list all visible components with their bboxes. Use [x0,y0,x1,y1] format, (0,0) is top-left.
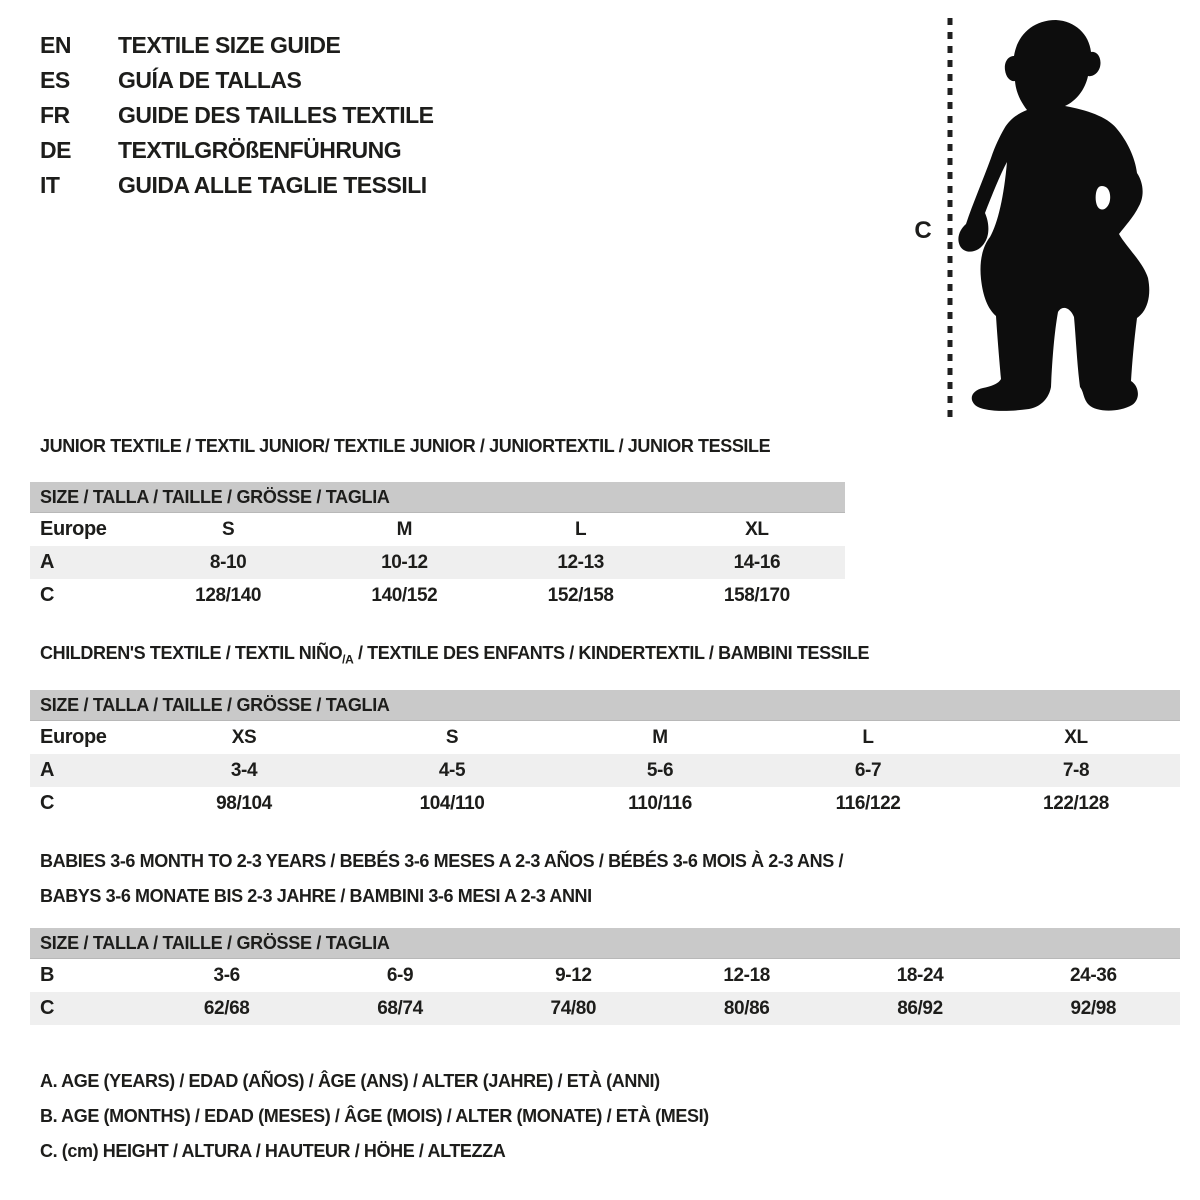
guide-title-it: GUIDA ALLE TAGLIE TESSILI [118,172,427,198]
table-cell: 3-4 [230,759,258,781]
table-row-europe [30,721,1180,754]
table-cell: L [575,518,587,540]
table-cell: 9-12 [555,964,592,986]
row-label: Europe [40,518,107,540]
row-label: Europe [40,726,107,748]
row-label: C [40,997,55,1019]
children-heading-sub: /A [342,652,354,667]
table-cell: 74/80 [550,997,597,1019]
language-row-fr [40,98,434,133]
table-cell: XL [1064,726,1088,748]
table-cell: S [221,518,235,540]
table-row-europe [30,513,845,546]
row-label: C [40,792,55,814]
language-code: DE [40,137,71,163]
measure-label-c: C [914,217,932,244]
language-code: IT [40,172,60,198]
table-cell: 62/68 [203,997,250,1019]
legend-height-cm: C. (cm) HEIGHT / ALTURA / HAUTEUR / HÖHE / ALTEZZA [40,1141,506,1161]
table-cell: 86/92 [897,997,943,1019]
table-cell: 92/98 [1070,997,1117,1019]
table-cell: 116/122 [835,792,901,814]
table-cell: S [445,726,459,748]
legend-age-years: A. AGE (YEARS) / EDAD (AÑOS) / ÂGE (ANS) / ALTER (JAHRE) / ETÀ (ANNI) [40,1071,660,1091]
table-row-age [30,754,1180,787]
size-header-bar: SIZE / TALLA / TAILLE / GRÖSSE / TAGLIA [30,928,1180,959]
table-cell: XL [745,518,769,540]
table-cell: 140/152 [371,584,438,606]
table-cell: 80/86 [723,997,770,1019]
table-cell: 10-12 [381,551,428,573]
table-cell: 12-13 [557,551,604,573]
table-cell: 4-5 [438,759,466,781]
table-cell: 6-9 [386,964,414,986]
table-cell: 12-18 [723,964,770,986]
table-cell: 18-24 [896,964,944,986]
table-row-height [30,579,845,612]
guide-title-fr: GUIDE DES TAILLES TEXTILE [118,102,434,128]
table-cell: XS [231,726,257,748]
table-cell: 14-16 [733,551,781,573]
table-cell: L [862,726,874,748]
language-title-list [40,28,434,203]
guide-title-es: GUÍA DE TALLAS [118,67,302,93]
children-size-table [30,690,1180,820]
row-label: A [40,551,55,573]
babies-section-heading-line1: BABIES 3-6 MONTH TO 2-3 YEARS / BEBÉS 3-6 MESES A 2-3 AÑOS / BÉBÉS 3-6 MOIS À 2-3 ANS / [40,851,844,871]
height-measure-figure [905,10,1155,422]
guide-title-de: TEXTILGRÖßENFÜHRUNG [118,137,402,163]
children-heading-prefix: CHILDREN'S TEXTILE / TEXTIL NIÑO [40,643,343,663]
table-cell: 104/110 [419,792,485,814]
table-cell: 6-7 [854,759,882,781]
language-row-de [40,133,434,168]
language-row-en [40,28,434,63]
table-cell: M [396,518,413,540]
table-cell: 8-10 [209,551,247,573]
babies-size-table [30,928,1180,1025]
language-code: ES [40,67,70,93]
table-cell: M [652,726,668,748]
language-row-es [40,63,434,98]
table-row-months [30,959,1180,992]
toddler-silhouette-icon [958,20,1149,411]
babies-section-heading-line2: BABYS 3-6 MONATE BIS 2-3 JAHRE / BAMBINI 3-6 MESI A 2-3 ANNI [40,886,592,906]
table-cell: 152/158 [547,584,614,606]
table-row-height [30,787,1180,820]
table-cell: 5-6 [646,759,674,781]
table-cell: 158/170 [723,584,790,606]
table-row-height [30,992,1180,1025]
language-row-it [40,168,434,203]
toddler-silhouette-graphic [905,10,1155,422]
table-cell: 68/74 [377,997,423,1019]
table-row-age [30,546,845,579]
language-code: EN [40,32,71,58]
junior-size-table [30,482,845,612]
table-cell: 122/128 [1043,792,1109,814]
table-cell: 110/116 [628,792,692,814]
row-label: C [40,584,55,606]
row-label: A [40,759,55,781]
table-cell: 128/140 [195,584,262,606]
size-header-bar: SIZE / TALLA / TAILLE / GRÖSSE / TAGLIA [30,690,1180,721]
legend-age-months: B. AGE (MONTHS) / EDAD (MESES) / ÂGE (MOIS) / ALTER (MONATE) / ETÀ (MESI) [40,1106,709,1126]
table-cell: 24-36 [1070,964,1117,986]
row-label: B [40,964,55,986]
junior-section-heading: JUNIOR TEXTILE / TEXTIL JUNIOR/ TEXTILE JUNIOR / JUNIORTEXTIL / JUNIOR TESSILE [40,436,771,456]
table-cell: 7-8 [1062,759,1090,781]
guide-title-en: TEXTILE SIZE GUIDE [118,32,341,58]
table-cell: 3-6 [213,964,240,986]
children-heading-suffix: / TEXTILE DES ENFANTS / KINDERTEXTIL / BAMBINI TESSILE [353,643,870,663]
table-cell: 98/104 [216,792,272,814]
children-section-heading [40,643,869,667]
language-code: FR [40,102,70,128]
size-header-bar: SIZE / TALLA / TAILLE / GRÖSSE / TAGLIA [30,482,845,513]
